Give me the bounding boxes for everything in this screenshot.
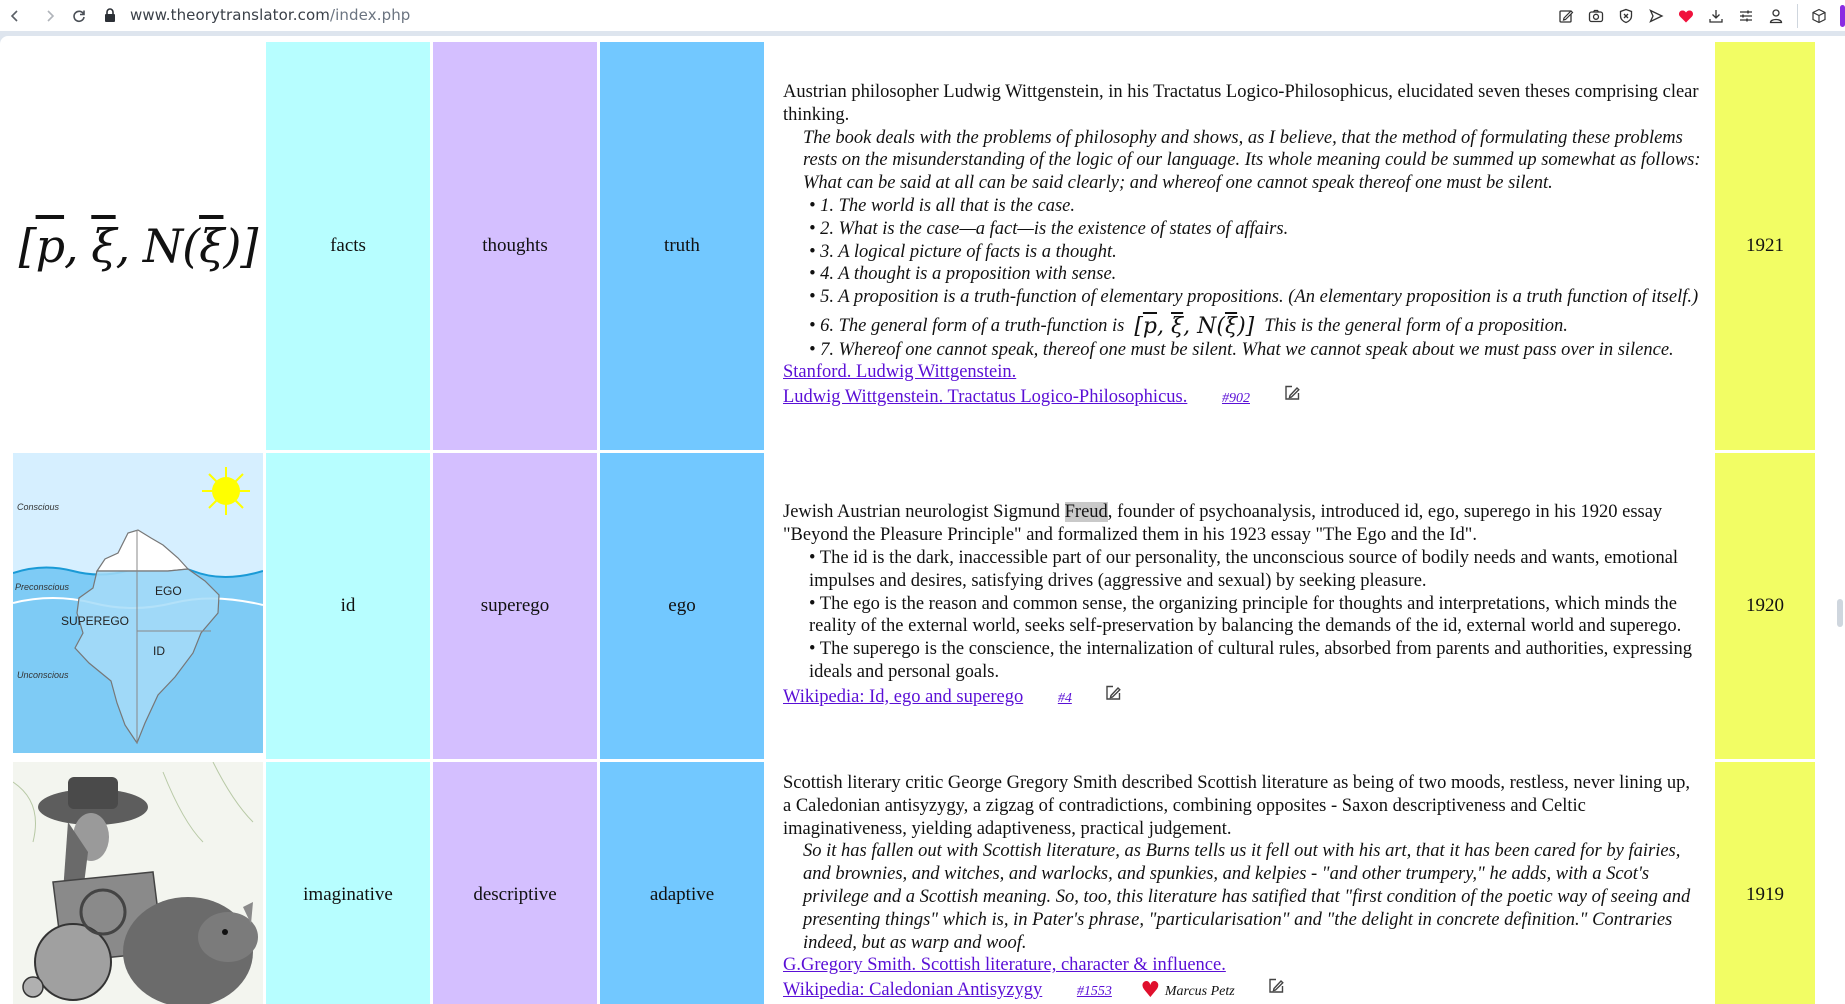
send-icon[interactable] xyxy=(1641,1,1671,31)
back-icon[interactable] xyxy=(3,4,27,28)
theory-image-cell xyxy=(13,453,263,759)
download-icon[interactable] xyxy=(1701,1,1731,31)
entry-ref-link[interactable]: #902 xyxy=(1221,391,1250,407)
thesis-item xyxy=(783,315,1702,339)
year-cell: 1921 xyxy=(1715,42,1815,450)
page-viewport xyxy=(0,36,1827,1004)
toolbar-separator xyxy=(1797,4,1798,28)
description-cell xyxy=(767,762,1712,1004)
browser-toolbar xyxy=(0,0,1845,31)
description-quote: The book deals with the problems of philosophy and shows, as I believe, that the method of formulating these problems rests on the misunderstanding of the logic of our language. Its whole meaning could be summed up somewhat as follows: What can be said at all can be said clearly; and whereof one cannot speak thereof one must be silent. xyxy=(803,127,1701,194)
intro-text: , founder of psychoanalysis, introduced id, ego, superego in his 1920 essay "Beyond the Pleasure Principle" and formalized them in his 1923 essay "The Ego and the Id". xyxy=(783,502,1663,546)
entry-ref-link[interactable]: #1553 xyxy=(1076,984,1112,1000)
term-col3[interactable]: ego xyxy=(600,453,764,759)
label-ego: EGO xyxy=(155,584,182,598)
thesis-item: • 7. Whereof one cannot speak, thereof one must be silent. What we cannot speak about we must pass over in silence. xyxy=(809,339,1674,360)
author-name: Marcus Petz xyxy=(1164,984,1235,1000)
source-link[interactable]: Stanford. Ludwig Wittgenstein. xyxy=(783,362,1017,383)
inline-formula: [$\overline{p}$, $\overline{\xi}$, $N(\overline{\xi})$] xyxy=(1134,313,1255,339)
term-col1[interactable]: facts xyxy=(266,42,430,450)
source-link[interactable]: Ludwig Wittgenstein. Tractatus Logico-Philosophicus. xyxy=(783,387,1188,408)
tractatus-formula-image[interactable]: [$\overline{p}$, $\overline{\xi}$, $N(\overline{\xi})$] xyxy=(18,219,258,273)
concept-item: • The id is the dark, inaccessible part of our personality, the unconscious source of bodily needs and wants, emotional impulses and desires, satisfying drives (aggressive and sexual) by seeking pleasure. xyxy=(809,548,1679,591)
concept-item: • The ego is the reason and common sense, the organizing principle for thoughts and interpretations, which minds the reality of the external world, seeks self-preservation by balancing the demands of the id, external world and superego. xyxy=(809,593,1682,637)
concept-item: • The superego is the conscience, the internalization of cultural rules, absorbed from parents and authorities, expressing ideals and personal goals. xyxy=(809,639,1693,682)
description-intro xyxy=(783,501,1702,547)
description-cell xyxy=(767,453,1712,759)
table-row xyxy=(13,453,1815,759)
label-preconscious: Preconscious xyxy=(15,582,70,592)
lock-icon[interactable] xyxy=(104,8,116,22)
label-superego: SUPEREGO xyxy=(61,614,130,628)
thesis-item: • 3. A logical picture of facts is a thought. xyxy=(809,241,1117,262)
description-quote: So it has fallen out with Scottish literature, as Burns tells us it fell out with his art, that it has been cared for by fairies, and brownies, and witches, and warlocks, and spunkies, and kelpies - "and other trumpery," he adds, with a Scot's privilege and a Scottish meaning. So, too, this literature has satified that "first condition of the poetic way of seeing and presenting things" which is, in Pater's phrase, "particularisation" and "the delight in concrete definition." Contraries indeed, but as warp and woof. xyxy=(803,841,1691,953)
shield-icon[interactable] xyxy=(1611,1,1641,31)
edit-icon[interactable] xyxy=(1283,384,1301,402)
theory-image-cell xyxy=(13,42,263,450)
reload-icon[interactable] xyxy=(67,4,91,28)
label-unconscious: Unconscious xyxy=(17,670,69,680)
thesis-item: • 4. A thought is a proposition with sense. xyxy=(809,264,1117,285)
description-intro: Austrian philosopher Ludwig Wittgenstein, in his Tractatus Logico-Philosophicus, elucidated seven theses comprising clear thinking. xyxy=(783,81,1699,125)
toolbar-icons xyxy=(1551,0,1845,31)
term-col1[interactable]: id xyxy=(266,453,430,759)
year-cell: 1920 xyxy=(1715,453,1815,759)
edit-page-icon[interactable] xyxy=(1551,1,1581,31)
sidebar-accent-tab[interactable] xyxy=(1840,5,1845,27)
thesis-item: • 5. A proposition is a truth-function of elementary propositions. (An elementary proposition is a truth function of itself.) xyxy=(809,287,1699,308)
address-bar[interactable] xyxy=(130,6,410,24)
url-host: www.theorytranslator.com xyxy=(130,6,331,24)
term-col3[interactable]: truth xyxy=(600,42,764,450)
heart-icon[interactable] xyxy=(1671,1,1701,31)
extensions-cube-icon[interactable] xyxy=(1804,1,1834,31)
sun-icon xyxy=(202,467,250,515)
label-conscious: Conscious xyxy=(17,502,60,512)
edit-icon[interactable] xyxy=(1267,977,1285,995)
term-col2[interactable]: descriptive xyxy=(433,762,597,1004)
thesis-item: • 2. What is the case—a fact—is the existence of states of affairs. xyxy=(809,218,1289,239)
theory-image-cell xyxy=(13,762,263,1004)
term-col2[interactable]: superego xyxy=(433,453,597,759)
source-link[interactable]: G.Gregory Smith. Scottish literature, character & influence. xyxy=(783,955,1226,976)
profile-icon[interactable] xyxy=(1761,1,1791,31)
freud-iceberg-diagram[interactable] xyxy=(13,453,263,753)
thesis-6-tail: This is the general form of a proposition. xyxy=(1264,315,1568,336)
table-row xyxy=(13,762,1815,1004)
vertical-scrollbar[interactable] xyxy=(1827,36,1845,1004)
entry-ref-link[interactable]: #4 xyxy=(1057,690,1072,706)
forward-icon[interactable] xyxy=(38,4,62,28)
edit-icon[interactable] xyxy=(1104,684,1122,702)
description-intro: Scottish literary critic George Gregory Smith described Scottish literature as being of two moods, restless, never lining up, a Caledonian antisyzygy, a zigzag of contradictions, combining opposites - Saxon descriptiveness and Celtic imaginativeness, yielding adaptiveness, practical judgement. xyxy=(783,773,1690,839)
description-cell xyxy=(767,42,1712,450)
thesis-6-text: • 6. The general form of a truth-function is xyxy=(809,315,1125,336)
brownie-rat-drawing[interactable] xyxy=(13,762,263,1004)
source-link[interactable]: Wikipedia: Caledonian Antisyzygy xyxy=(783,980,1043,1001)
camera-icon[interactable] xyxy=(1581,1,1611,31)
term-col3[interactable]: adaptive xyxy=(600,762,764,1004)
scrollbar-thumb[interactable] xyxy=(1837,599,1843,627)
intro-text: Jewish Austrian neurologist Sigmund xyxy=(783,502,1065,523)
year-cell: 1919 xyxy=(1715,762,1815,1004)
highlighted-word[interactable]: Freud xyxy=(1064,502,1108,523)
theory-table xyxy=(10,39,1818,1004)
label-id: ID xyxy=(153,644,165,658)
table-row xyxy=(13,42,1815,450)
like-heart-icon[interactable]: ♥ xyxy=(1140,978,1161,1004)
thesis-item: • 1. The world is all that is the case. xyxy=(809,195,1075,216)
source-link[interactable]: Wikipedia: Id, ego and superego xyxy=(783,686,1024,707)
term-col2[interactable]: thoughts xyxy=(433,42,597,450)
url-path: /index.php xyxy=(330,6,411,24)
settings-sliders-icon[interactable] xyxy=(1731,1,1761,31)
term-col1[interactable]: imaginative xyxy=(266,762,430,1004)
